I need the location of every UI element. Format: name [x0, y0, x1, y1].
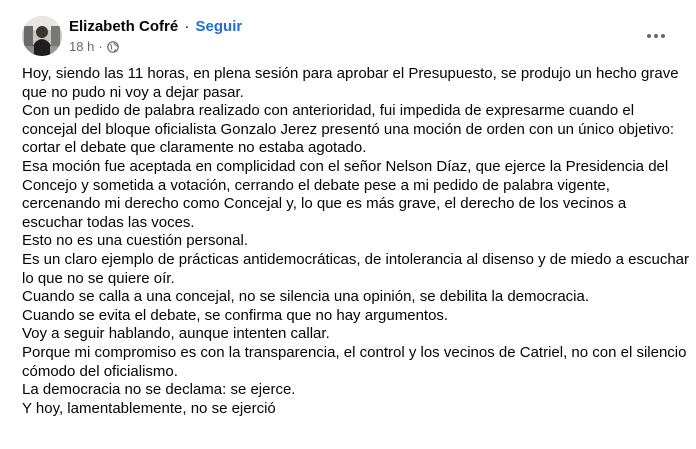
time-separator: ·	[98, 39, 103, 54]
post-paragraph: Porque mi compromiso es con la transparencia, el control y los vecinos de Catriel, no con el silencio cómodo del oficialismo.	[22, 343, 687, 380]
author-name[interactable]: Elizabeth Cofré	[69, 18, 179, 35]
post-header	[22, 16, 680, 58]
post-paragraph: Con un pedido de palabra realizado con anterioridad, fui impedida de expresarme cuando el concejal del bloque oficialista Gonzalo Jerez presentó una moción de orden con un único objetivo: cortar el debate que claramente no estaba agotado.	[22, 102, 675, 157]
post-paragraph: Cuando se evita el debate, se confirma que no hay argumentos.	[22, 306, 449, 324]
globe-icon[interactable]	[107, 41, 119, 53]
more-options-button[interactable]	[644, 24, 668, 48]
more-dots-icon	[646, 33, 666, 39]
post-paragraph: Cuando se calla a una concejal, no se silencia una opinión, se debilita la democracia.	[22, 288, 590, 306]
post-paragraph: Es un claro ejemplo de prácticas antidemocráticas, de intolerancia al disenso y de miedo a escuchar lo que no se quiere oír.	[22, 250, 690, 287]
post-paragraph: Esa moción fue aceptada en complicidad con el señor Nelson Díaz, que ejerce la Presidencia del Concejo y sometida a votación, cerrando el debate pese a mi pedido de palabra vigente, cercenando mi derecho como Concejal y, lo que es más grave, el derecho de los vecinos a escuchar todas las voces.	[22, 157, 669, 231]
post-paragraph: Esto no es una cuestión personal.	[22, 232, 248, 250]
avatar-photo	[22, 16, 62, 56]
author-avatar[interactable]	[22, 16, 62, 56]
post-meta	[69, 17, 242, 55]
post-body	[22, 65, 690, 418]
time-row	[69, 39, 242, 55]
post-paragraph: Voy a seguir hablando, aunque intenten callar.	[22, 325, 330, 343]
author-row	[69, 17, 242, 36]
post-paragraph: Hoy, siendo las 11 horas, en plena sesión para aprobar el Presupuesto, se produjo un hecho grave que no pudo ni voy a dejar pasar.	[22, 65, 679, 101]
post-paragraph: La democracia no se declama: se ejerce.	[22, 381, 296, 399]
post-paragraph: Y hoy, lamentablemente, no se ejerció	[22, 399, 276, 417]
name-separator: ·	[184, 18, 190, 35]
follow-button[interactable]: Seguir	[195, 18, 243, 35]
post-timestamp[interactable]: 18 h	[69, 39, 95, 54]
